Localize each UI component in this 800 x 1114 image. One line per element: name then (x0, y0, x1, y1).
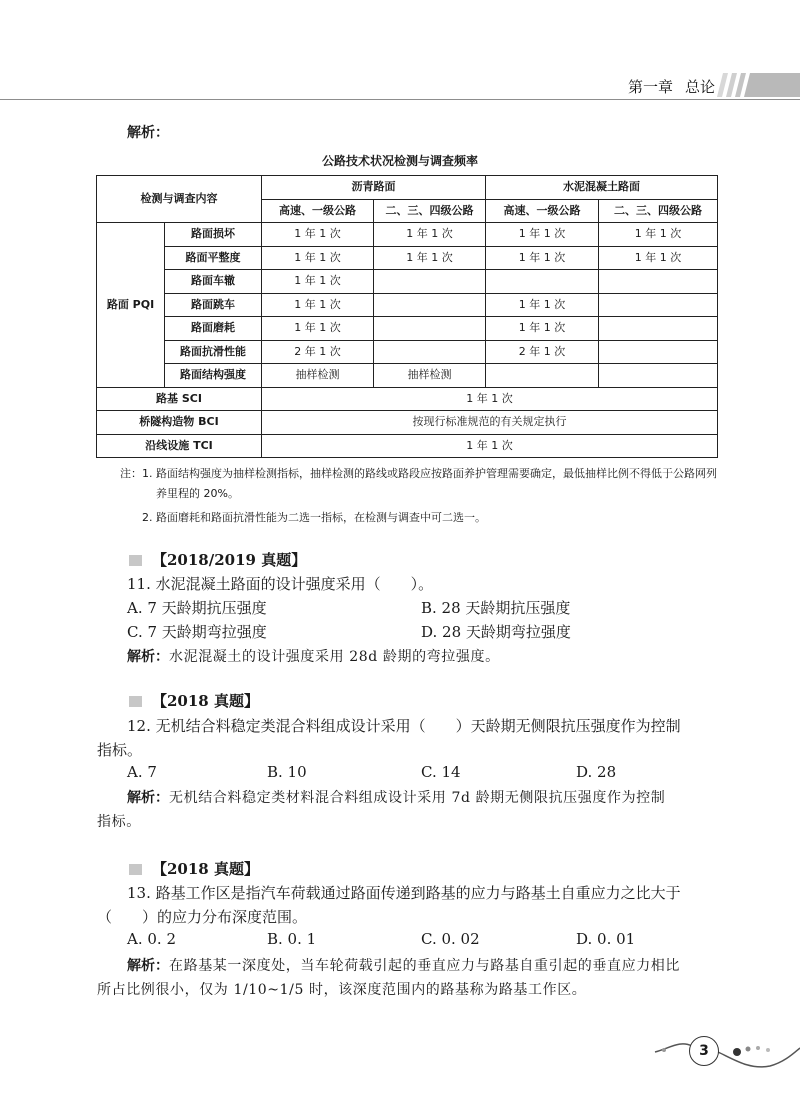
table-row (97, 434, 718, 458)
cell-bci: 按现行标准规范的有关规定执行 (262, 411, 718, 435)
note-prefix: 注： (120, 467, 142, 480)
row-item: 路面磨耗 (165, 317, 262, 341)
question-stem-continued: 指标。 (97, 741, 143, 759)
cell: 1 年 1 次 (486, 223, 599, 247)
cell: 抽样检测 (374, 364, 486, 388)
row-item: 路面结构强度 (165, 364, 262, 388)
header-content-cell: 检测与调查内容 (97, 176, 262, 223)
option-b: B. 0. 1 (267, 930, 317, 948)
square-bullet-icon (129, 864, 142, 875)
table-row (97, 364, 718, 388)
question-source-tag: 【2018 真题】 (129, 690, 259, 711)
note-number: 2. (142, 511, 153, 524)
option-a: A. 7 (127, 763, 157, 781)
note-number: 1. (142, 467, 153, 480)
option-b: B. 28 天龄期抗压强度 (421, 599, 571, 617)
cell: 2 年 1 次 (486, 340, 599, 364)
cell: 1 年 1 次 (262, 246, 374, 270)
question-stem-continued: （ ）的应力分布深度范围。 (97, 908, 308, 926)
pqi-group-label: 路面 PQI (97, 223, 165, 388)
cell (374, 340, 486, 364)
chapter-number: 第一章 (628, 78, 674, 96)
cell-sci: 1 年 1 次 (262, 387, 718, 411)
cell (599, 270, 718, 294)
header-asphalt: 沥青路面 (262, 176, 486, 200)
answer-analysis: 解析：在路基某一深度处，当车轮荷载引起的垂直应力与路基自重引起的垂直应力相比 (127, 958, 680, 974)
square-bullet-icon (129, 555, 142, 566)
table-row (97, 411, 718, 435)
row-item-bci: 桥隧构造物 BCI (97, 411, 262, 435)
cell: 1 年 1 次 (262, 223, 374, 247)
cell: 1 年 1 次 (262, 293, 374, 317)
cell: 1 年 1 次 (262, 270, 374, 294)
cell (374, 317, 486, 341)
answer-analysis-continued: 所占比例很小，仅为 1/10~1/5 时，该深度范围内的路基称为路基工作区。 (97, 982, 587, 998)
note-item (120, 508, 720, 528)
table-row (97, 317, 718, 341)
header-stripe-decoration (715, 73, 800, 97)
chapter-title: 总论 (685, 78, 716, 96)
cell: 1 年 1 次 (374, 246, 486, 270)
question-source-tag: 【2018/2019 真题】 (129, 549, 306, 570)
footer-swirl-decoration (0, 1030, 800, 1080)
cell: 1 年 1 次 (599, 223, 718, 247)
page-number: 3 (689, 1036, 719, 1066)
cell (599, 317, 718, 341)
cell: 1 年 1 次 (374, 223, 486, 247)
question-source-tag: 【2018 真题】 (129, 858, 259, 879)
cell-tci: 1 年 1 次 (262, 434, 718, 458)
running-header (628, 76, 715, 97)
table-notes (120, 464, 720, 528)
option-c: C. 0. 02 (421, 930, 480, 948)
row-item: 路面损坏 (165, 223, 262, 247)
cell: 抽样检测 (262, 364, 374, 388)
answer-analysis-continued: 指标。 (97, 814, 141, 830)
subheader-concrete-high: 高速、一级公路 (486, 199, 599, 223)
cell: 1 年 1 次 (262, 317, 374, 341)
note-item (120, 464, 720, 504)
note-text: 路面结构强度为抽样检测指标，抽样检测的路线或路段应按路面养护管理需要确定，最低抽样比例不得低于公路网列养里程的 20%。 (156, 467, 717, 500)
table-row (97, 223, 718, 247)
table-row (97, 387, 718, 411)
cell: 1 年 1 次 (486, 317, 599, 341)
subheader-asphalt-low: 二、三、四级公路 (374, 199, 486, 223)
row-item: 路面平整度 (165, 246, 262, 270)
option-d: D. 28 (576, 763, 617, 781)
cell (599, 293, 718, 317)
table-row (97, 246, 718, 270)
row-item: 路面车辙 (165, 270, 262, 294)
subheader-concrete-low: 二、三、四级公路 (599, 199, 718, 223)
table-row (97, 270, 718, 294)
option-a: A. 0. 2 (127, 930, 176, 948)
option-b: B. 10 (267, 763, 307, 781)
option-d: D. 0. 01 (576, 930, 636, 948)
cell (374, 293, 486, 317)
table-row (97, 293, 718, 317)
cell (374, 270, 486, 294)
cell (599, 364, 718, 388)
cell: 1 年 1 次 (486, 293, 599, 317)
answer-analysis: 解析：无机结合料稳定类材料混合料组成设计采用 7d 龄期无侧限抗压强度作为控制 (127, 790, 666, 806)
row-item-tci: 沿线设施 TCI (97, 434, 262, 458)
row-item: 路面抗滑性能 (165, 340, 262, 364)
question-stem: 13. 路基工作区是指汽车荷载通过路面传递到路基的应力与路基土自重应力之比大于 (127, 884, 681, 902)
square-bullet-icon (129, 696, 142, 707)
cell (486, 364, 599, 388)
question-stem: 12. 无机结合料稳定类混合料组成设计采用（ ）天龄期无侧限抗压强度作为控制 (127, 717, 681, 735)
cell: 2 年 1 次 (262, 340, 374, 364)
cell (486, 270, 599, 294)
table-row (97, 340, 718, 364)
row-item-sci: 路基 SCI (97, 387, 262, 411)
header-concrete: 水泥混凝土路面 (486, 176, 718, 200)
option-c: C. 14 (421, 763, 461, 781)
analysis-heading: 解析： (127, 125, 169, 141)
header-rule (0, 99, 800, 100)
subheader-asphalt-high: 高速、一级公路 (262, 199, 374, 223)
cell: 1 年 1 次 (486, 246, 599, 270)
option-d: D. 28 天龄期弯拉强度 (421, 623, 571, 641)
cell: 1 年 1 次 (599, 246, 718, 270)
cell (599, 340, 718, 364)
inspection-frequency-table (96, 175, 718, 458)
option-a: A. 7 天龄期抗压强度 (127, 599, 267, 617)
note-text: 路面磨耗和路面抗滑性能为二选一指标，在检测与调查中可二选一。 (156, 511, 486, 524)
answer-analysis: 解析：水泥混凝土的设计强度采用 28d 龄期的弯拉强度。 (127, 649, 500, 665)
table-header-row (97, 176, 718, 200)
table-title: 公路技术状况检测与调查频率 (321, 154, 478, 168)
question-stem: 11. 水泥混凝土路面的设计强度采用（ ）。 (127, 575, 434, 593)
option-c: C. 7 天龄期弯拉强度 (127, 623, 267, 641)
row-item: 路面跳车 (165, 293, 262, 317)
